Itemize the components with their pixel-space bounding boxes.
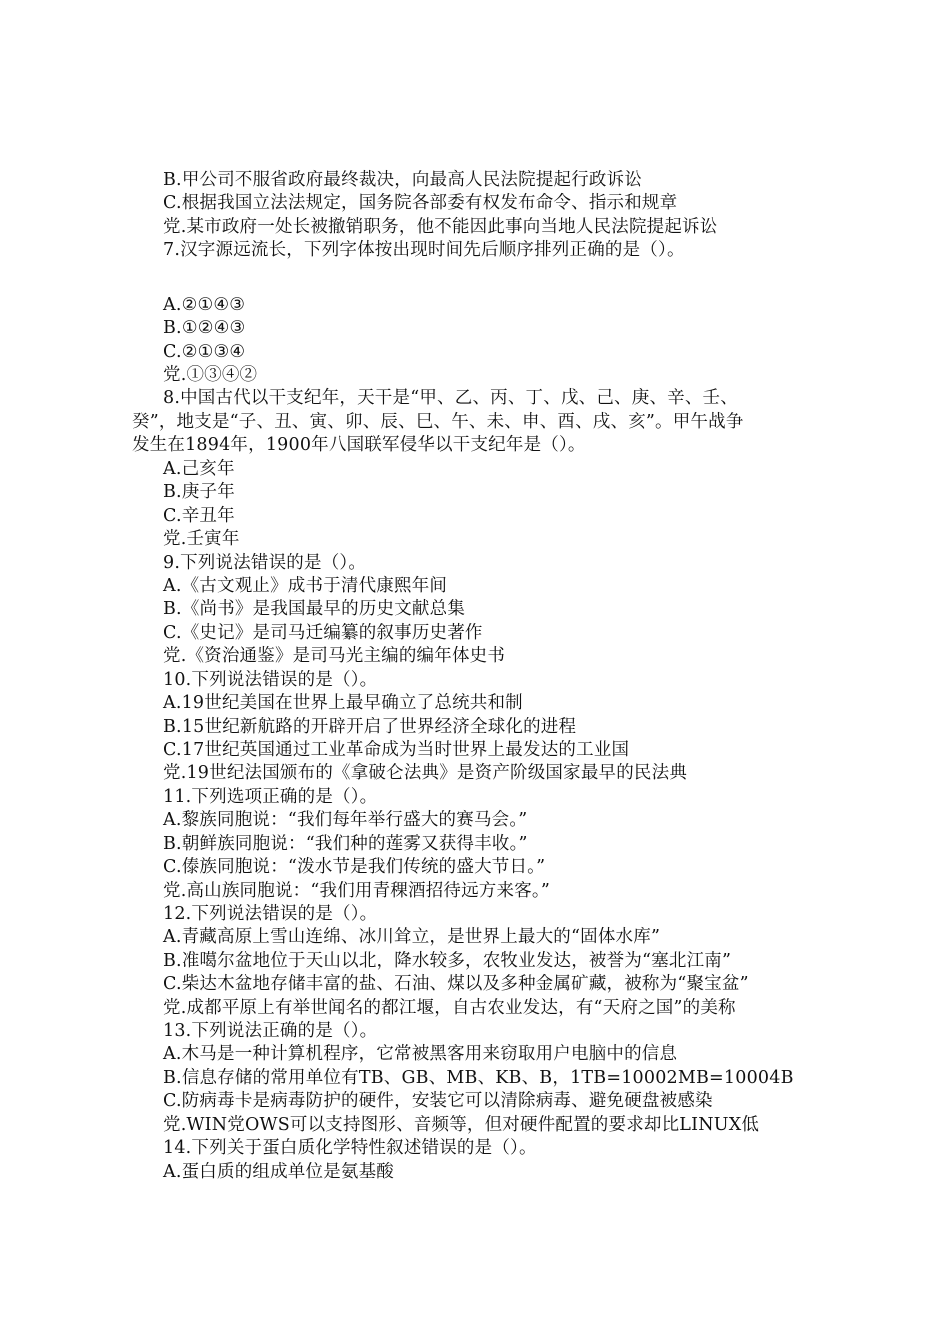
option-d: 党.①③④② bbox=[163, 365, 258, 385]
question-8-cont: 发生在1894年，1900年八国联军侵华以干支纪年是（）。 bbox=[132, 435, 586, 455]
question-7: 7.汉字源远流长，下列字体按出现时间先后顺序排列正确的是（）。 bbox=[163, 240, 685, 260]
question-11: 11.下列选项正确的是（）。 bbox=[163, 787, 378, 807]
option-c: C.②①③④ bbox=[163, 342, 246, 362]
option-c: C.柴达木盆地存储丰富的盐、石油、煤以及多种金属矿藏，被称为“聚宝盆” bbox=[163, 974, 749, 994]
question-12: 12.下列说法错误的是（）。 bbox=[163, 904, 378, 924]
question-8-cont: 癸”，地支是“子、丑、寅、卯、辰、巳、午、未、申、酉、戌、亥”。甲午战争 bbox=[132, 412, 744, 432]
option-a: A.黎族同胞说：“我们每年举行盛大的赛马会。” bbox=[163, 810, 528, 830]
option-d: 党.成都平原上有举世闻名的都江堰，自古农业发达，有“天府之国”的美称 bbox=[163, 998, 736, 1018]
option-b: B.朝鲜族同胞说：“我们种的莲雾又获得丰收。” bbox=[163, 834, 528, 854]
question-8: 8.中国古代以干支纪年，天干是“甲、乙、丙、丁、戊、己、庚、辛、壬、 bbox=[163, 388, 738, 408]
option-d: 党.WIN党OWS可以支持图形、音频等，但对硬件配置的要求却比LINUX低 bbox=[163, 1115, 760, 1135]
text-line: C.根据我国立法法规定，国务院各部委有权发布命令、指示和规章 bbox=[163, 193, 678, 213]
option-a: A.《古文观止》成书于清代康熙年间 bbox=[163, 576, 448, 596]
option-c: C.辛丑年 bbox=[163, 506, 235, 526]
option-c: C.17世纪英国通过工业革命成为当时世界上最发达的工业国 bbox=[163, 740, 630, 760]
question-10: 10.下列说法错误的是（）。 bbox=[163, 670, 378, 690]
question-13: 13.下列说法正确的是（）。 bbox=[163, 1021, 378, 1041]
option-c: C.防病毒卡是病毒防护的硬件，安装它可以清除病毒、避免硬盘被感染 bbox=[163, 1091, 713, 1111]
option-b: B.准噶尔盆地位于天山以北，降水较多，农牧业发达，被誉为“塞北江南” bbox=[163, 951, 732, 971]
option-a: A.②①④③ bbox=[163, 295, 246, 315]
option-c: C.《史记》是司马迁编纂的叙事历史著作 bbox=[163, 623, 483, 643]
option-a: A.木马是一种计算机程序，它常被黑客用来窃取用户电脑中的信息 bbox=[163, 1044, 678, 1064]
option-d: 党.《资治通鉴》是司马光主编的编年体史书 bbox=[163, 646, 506, 666]
text-line: 党.某市政府一处长被撤销职务，他不能因此事向当地人民法院提起诉讼 bbox=[163, 217, 718, 237]
option-a: A.青藏高原上雪山连绵、冰川耸立，是世界上最大的“固体水库” bbox=[163, 927, 661, 947]
text-line: B.甲公司不服省政府最终裁决，向最高人民法院提起行政诉讼 bbox=[163, 170, 643, 190]
option-a: A.19世纪美国在世界上最早确立了总统共和制 bbox=[163, 693, 523, 713]
option-b: B.信息存储的常用单位有TB、GB、MB、KB、B，1TB=10002MB=10004B bbox=[163, 1068, 794, 1088]
question-14: 14.下列关于蛋白质化学特性叙述错误的是（）。 bbox=[163, 1138, 537, 1158]
option-d: 党.高山族同胞说：“我们用青稞酒招待远方来客。” bbox=[163, 881, 551, 901]
option-d: 党.19世纪法国颁布的《拿破仑法典》是资产阶级国家最早的民法典 bbox=[163, 763, 688, 783]
question-9: 9.下列说法错误的是（）。 bbox=[163, 553, 367, 573]
option-b: B.庚子年 bbox=[163, 482, 235, 502]
option-b: B.15世纪新航路的开辟开启了世界经济全球化的进程 bbox=[163, 717, 577, 737]
option-a: A.蛋白质的组成单位是氨基酸 bbox=[163, 1162, 394, 1182]
option-c: C.傣族同胞说：“泼水节是我们传统的盛大节日。” bbox=[163, 857, 546, 877]
option-a: A.己亥年 bbox=[163, 459, 235, 479]
option-b: B.①②④③ bbox=[163, 318, 246, 338]
option-b: B.《尚书》是我国最早的历史文献总集 bbox=[163, 599, 466, 619]
option-d: 党.壬寅年 bbox=[163, 529, 240, 549]
